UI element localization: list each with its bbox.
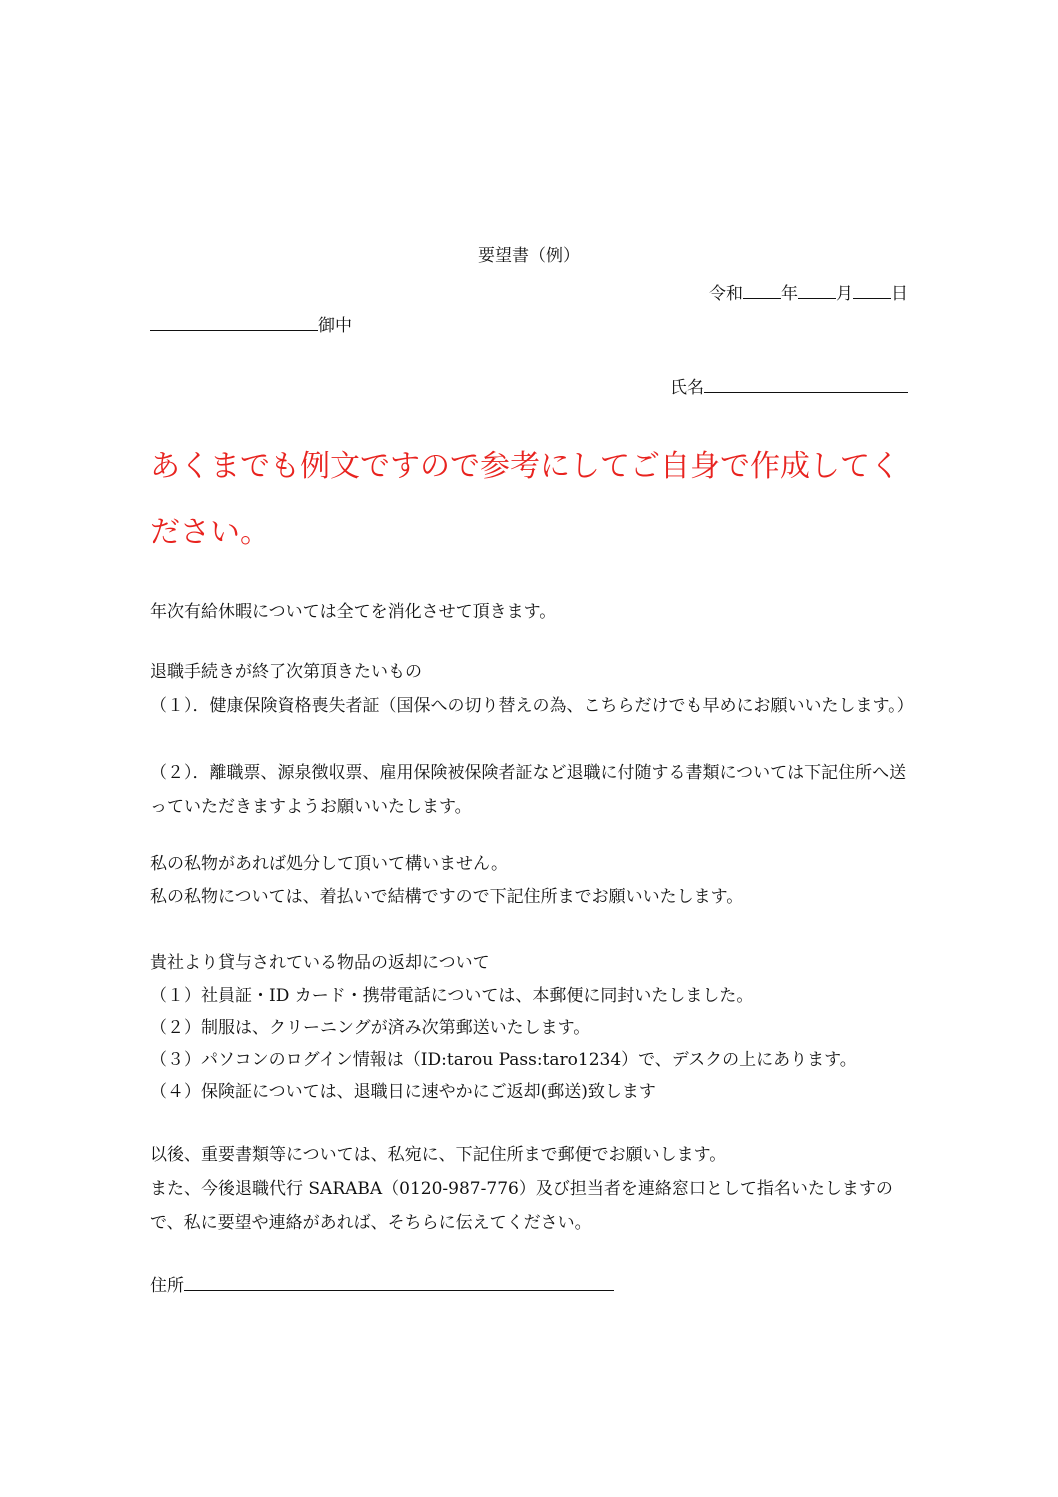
name-label: 氏名 <box>670 378 704 398</box>
contact-line-1: 以後、重要書類等については、私宛に、下記住所まで郵便でお願いします。 <box>150 1145 727 1165</box>
returns-item-4: （４）保険証については、退職日に速やかにご返却(郵送)致します <box>150 1082 656 1102</box>
returns-item-2: （２）制服は、クリーニングが済み次第郵送いたします。 <box>150 1018 591 1038</box>
document-title: 要望書（例） <box>478 246 580 266</box>
date-day-unit: 日 <box>891 284 908 304</box>
year-blank <box>743 280 781 299</box>
belongings-line-2: 私の私物については、着払いで結構ですので下記住所までお願いいたします。 <box>150 887 744 907</box>
name-line <box>670 374 908 400</box>
recipient-suffix: 御中 <box>318 316 352 336</box>
docs-heading: 退職手続きが終了次第頂きたいもの <box>150 662 422 682</box>
date-line <box>709 280 908 306</box>
date-month-unit: 月 <box>836 284 853 304</box>
address-blank <box>184 1272 614 1291</box>
returns-item-1: （１）社員証・ID カード・携帯電話については、本郵便に同封いたしました。 <box>150 986 754 1006</box>
recipient-blank <box>150 312 318 331</box>
contact-line-2: また、今後退職代行 SARABA（0120-987-776）及び担当者を連絡窓口として指名いたしますので、私に要望や連絡があれば、そちらに伝えてください。 <box>150 1179 893 1233</box>
date-year-unit: 年 <box>781 284 798 304</box>
address-label: 住所 <box>150 1276 184 1296</box>
day-blank <box>853 280 891 299</box>
docs-item-1: （１）．健康保険資格喪失者証（国保への切り替えの為、こちらだけでも早めにお願いいたします。） <box>150 696 914 716</box>
example-notice: あくまでも例文ですので参考にしてご自身で作成してください。 <box>150 449 900 550</box>
month-blank <box>798 280 836 299</box>
returns-item-3: （３）パソコンのログイン情報は（ID:tarou Pass:taro1234）で、デスクの上にあります。 <box>150 1050 857 1070</box>
name-blank <box>704 374 908 393</box>
date-era: 令和 <box>709 284 743 304</box>
belongings-line-1: 私の私物があれば処分して頂いて構いません。 <box>150 854 509 874</box>
recipient-line <box>150 312 352 338</box>
returns-heading: 貴社より貸与されている物品の返却について <box>150 953 490 973</box>
address-line <box>150 1272 614 1298</box>
docs-item-2: （２）．離職票、源泉徴収票、雇用保険被保険者証など退職に付随する書類については下記住所へ送っていただきますようお願いいたします。 <box>150 763 907 817</box>
paid-leave-text: 年次有給休暇については全てを消化させて頂きます。 <box>150 602 557 622</box>
